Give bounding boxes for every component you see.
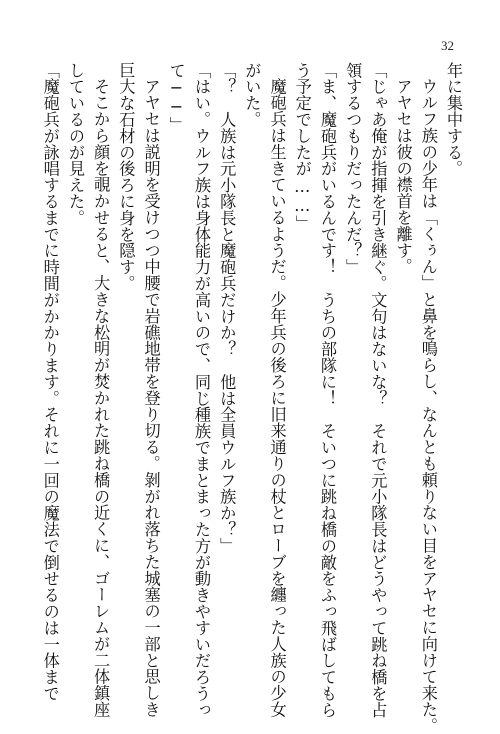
text-line: 「魔砲兵が詠唱するまでに時間がかかります。それに一回の魔法で倒せるのは一体まで xyxy=(40,62,60,702)
text-line: 巨大な石材の後ろに身を隠す。 xyxy=(116,62,136,292)
text-line: 年に集中する。 xyxy=(444,62,463,177)
text-line: て──」 xyxy=(166,62,186,134)
text-line: がいた。 xyxy=(242,62,262,128)
text-line: 魔砲兵は生きているようだ。少年兵の後ろに旧来通りの杖とローブを纏った人族の少女 xyxy=(267,78,287,718)
text-line: アヤセは説明を受けつつ中腰で岩礁地帯を登り切る。剝がれ落ちた城塞の一部と思しき xyxy=(141,78,161,718)
page-number: 32 xyxy=(441,38,454,53)
text-line: 領するつもりだったんだ？」 xyxy=(343,62,363,276)
vertical-text-block xyxy=(40,62,466,734)
text-line: う予定でしたが……」 xyxy=(292,62,312,232)
text-line: そこから顔を覗かせると、大きな松明が焚かれた跳ね橋の近くに、ゴーレムが二体鎮座 xyxy=(91,78,111,718)
text-line: 「はい。ウルフ族は身体能力が高いので、同じ種族でまとまった方が動きやすいだろうっ xyxy=(191,62,211,718)
text-line: 「？ 人族は元小隊長と魔砲兵だけか？ 他は全員ウルフ族か？」 xyxy=(217,62,237,554)
text-line: しているのが見えた。 xyxy=(65,62,85,226)
text-line: ウルフ族の少年は「くぅん」と鼻を鳴らし、なんとも頼りない目をアヤセに向けて来た。 xyxy=(418,78,438,734)
text-line: 「ま、魔砲兵がいるんです！ うちの部隊に！ そいつに跳ね橋の敵をふっ飛ばしてもら xyxy=(317,62,337,718)
text-line: アヤセは彼の襟首を離す。 xyxy=(393,78,413,275)
text-line: 「じゃあ俺が指揮を引き継ぐ。文句はないな？ それで元小隊長はどうやって跳ね橋を占 xyxy=(368,62,388,718)
